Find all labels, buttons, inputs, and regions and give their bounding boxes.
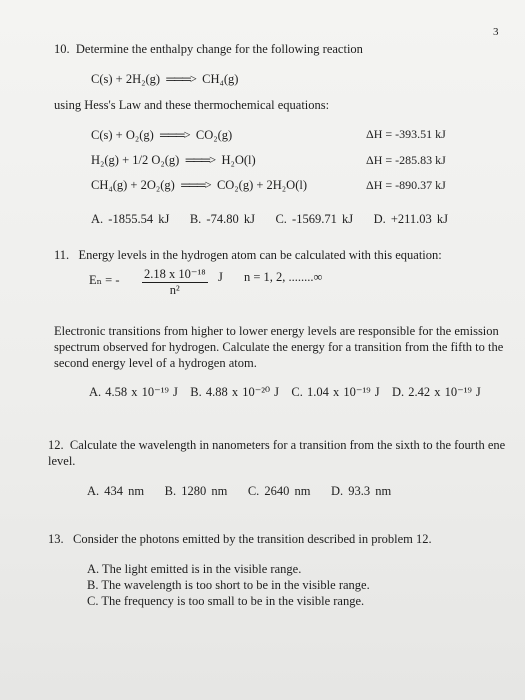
- q10-choice-d[interactable]: D. +211.03 kJ: [373, 212, 449, 226]
- q13-prompt: Consider the photons emitted by the transition described in problem 12.: [73, 532, 432, 546]
- q10-target-right: CH₄(g): [202, 72, 239, 86]
- q10-prompt: Determine the enthalpy change for the following reaction: [75, 42, 363, 56]
- q10-choice-c[interactable]: C. -1569.71 kJ: [275, 212, 354, 226]
- q11-equation-fraction: [142, 266, 208, 298]
- q13-option-a[interactable]: A. The light emitted is in the visible range.: [87, 562, 302, 576]
- q12-choices: [87, 484, 391, 499]
- q10-choice-a[interactable]: A. -1855.54 kJ: [91, 212, 170, 226]
- q12-choice-b[interactable]: B. 1280 nm: [164, 484, 228, 498]
- q10-eq2-right: H₂O(l): [221, 153, 256, 167]
- q12-prompt: Calculate the wavelength in nanometers for a transition from the sixth to the fourth ene: [69, 438, 506, 452]
- q12-choice-c[interactable]: C. 2640 nm: [247, 484, 311, 498]
- q13-header: [48, 532, 432, 547]
- q11-header: [54, 248, 442, 263]
- q11-number: 11.: [54, 248, 70, 262]
- q10-eq2-left: H₂(g) + 1/2 O₂(g): [91, 153, 180, 167]
- q11-equation-lhs: Eₙ = -: [89, 273, 120, 287]
- page-number: 3: [493, 26, 499, 38]
- q10-eq3-dh: ΔH = -890.37 kJ: [366, 178, 446, 192]
- q10-eq1-left: C(s) + O₂(g): [91, 128, 154, 142]
- q12-choice-a[interactable]: A. 434 nm: [87, 484, 145, 498]
- q10-eq3-arrow: ═══>: [181, 178, 211, 192]
- q10-using-text: using Hess's Law and these thermochemical equations:: [54, 98, 330, 112]
- q10-header: [54, 42, 363, 57]
- q11-choice-b[interactable]: B. 4.88 x 10⁻²⁰ J: [190, 385, 280, 399]
- q11-text-line-2: spectrum observed for hydrogen. Calculate the energy for a transition from the fifth to the: [54, 340, 504, 354]
- q11-text-line-1: Electronic transitions from higher to lower energy levels are responsible for the emission: [54, 324, 499, 338]
- q10-eq2-dh: ΔH = -285.83 kJ: [366, 153, 446, 167]
- q10-equation-2: [91, 153, 256, 168]
- q11-choice-a[interactable]: A. 4.58 x 10⁻¹⁹ J: [89, 385, 178, 399]
- q10-number: 10.: [54, 42, 70, 56]
- q10-eq2-arrow: ═══>: [185, 153, 216, 167]
- q13-option-c[interactable]: C. The frequency is too small to be in the visible range.: [87, 594, 365, 608]
- q10-eq3-left: CH₄(g) + 2O₂(g): [91, 178, 175, 192]
- q10-eq1-right: CO₂(g): [195, 128, 233, 142]
- q11-equation-unit: J: [218, 270, 223, 284]
- q12-prompt-line-2: level.: [48, 454, 76, 468]
- q10-eq3-right: CO₂(g) + 2H₂O(l): [216, 178, 307, 192]
- q10-choice-b[interactable]: B. -74.80 kJ: [189, 212, 255, 226]
- q10-equation-3: [91, 178, 307, 193]
- q12-choice-d[interactable]: D. 93.3 nm: [331, 484, 392, 498]
- q10-eq1-dh: ΔH = -393.51 kJ: [366, 127, 446, 141]
- q11-choice-c[interactable]: C. 1.04 x 10⁻¹⁹ J: [291, 385, 380, 399]
- q10-target-left: C(s) + 2H₂(g): [91, 72, 161, 86]
- q11-equation-denominator: n²: [169, 283, 180, 297]
- q12-header: [48, 438, 505, 453]
- q10-target-reaction: [91, 72, 238, 87]
- q11-prompt: Energy levels in the hydrogen atom can be calculated with this equation:: [78, 248, 442, 262]
- q10-target-arrow: ═══>: [166, 72, 196, 86]
- q13-option-b[interactable]: B. The wavelength is too short to be in the visible range.: [87, 578, 370, 592]
- q11-choices: [89, 385, 481, 400]
- q10-choices: [91, 212, 448, 227]
- q11-text-line-3: second energy level of a hydrogen atom.: [54, 356, 257, 370]
- q11-equation-numerator: 2.18 x 10⁻¹⁸: [144, 267, 206, 281]
- q11-equation-n: n = 1, 2, ........∞: [244, 270, 323, 284]
- q13-number: 13.: [48, 532, 64, 546]
- q12-number: 12.: [48, 438, 64, 452]
- q11-choice-d[interactable]: D. 2.42 x 10⁻¹⁹ J: [391, 385, 481, 399]
- q10-eq1-arrow: ═══>: [160, 128, 190, 142]
- q10-equation-1: [91, 128, 232, 143]
